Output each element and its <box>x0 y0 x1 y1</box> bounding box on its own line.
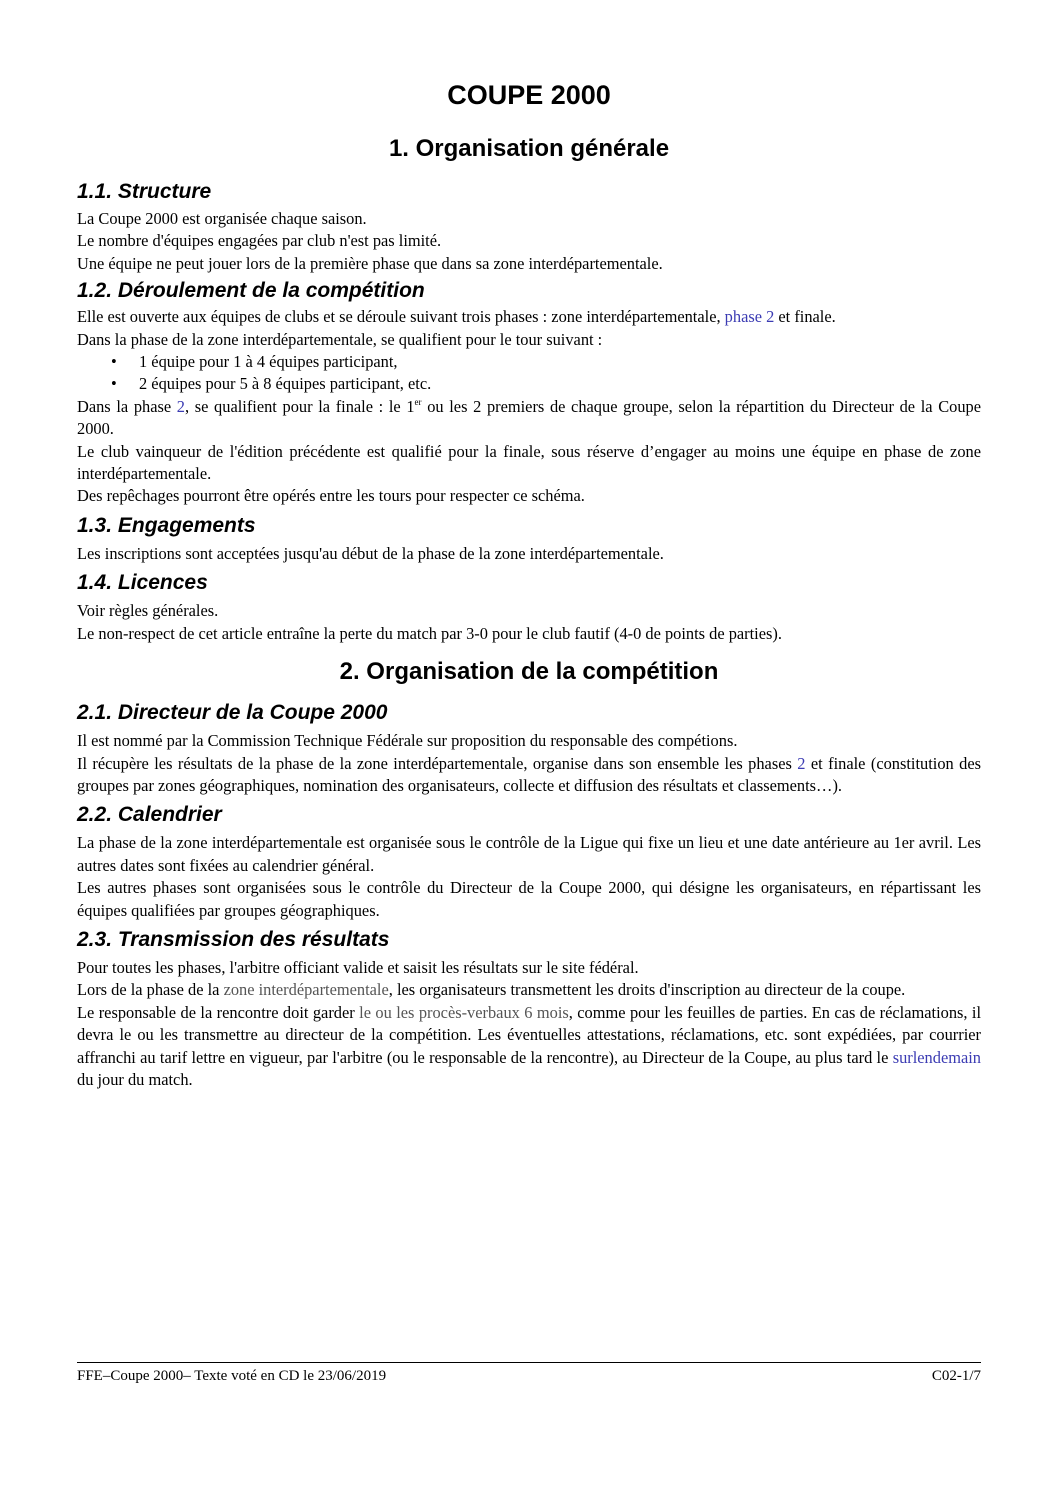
paragraph: Pour toutes les phases, l'arbitre officiant valide et saisit les résultats sur le site fédéral. <box>77 957 639 977</box>
highlighted-text: le ou les procès-verbaux 6 mois <box>359 1002 569 1022</box>
paragraph: Voir règles générales. <box>77 601 219 621</box>
text-run: et finale (constitution des groupes par zones géographiques, nomination des organisateurs, collecte et diffusion des résultats et classements…). <box>77 753 981 795</box>
link-surlendemain[interactable]: surlendemain <box>892 1047 981 1067</box>
text-run: Elle est ouverte aux équipes de clubs et se déroule suivant trois phases : zone interdépartementale, <box>77 307 725 327</box>
subsection-heading-1-2: 1.2. Déroulement de la compétition <box>77 279 425 303</box>
superscript: er <box>414 396 422 407</box>
text-run: ou les 2 premiers de chaque groupe, selon la répartition du Directeur de la Coupe 2000. <box>77 396 982 439</box>
paragraph <box>77 1002 981 1092</box>
text-run: Le responsable de la rencontre doit garder <box>77 1002 360 1022</box>
list-item-text: 1 équipe pour 1 à 4 équipes participant, <box>139 352 398 372</box>
subsection-heading-2-2: 2.2. Calendrier <box>77 803 222 827</box>
paragraph <box>77 306 981 328</box>
paragraph: Les autres phases sont organisées sous le contrôle du Directeur de la Coupe 2000, qui désigne les organisateurs, en répartissant les équipes qualifiées par groupes géographiques. <box>77 878 981 920</box>
bullet-list <box>77 351 981 396</box>
bullet-icon: • <box>111 352 117 372</box>
footer-left: FFE–Coupe 2000– Texte voté en CD le 23/06/2019 <box>77 1368 387 1384</box>
paragraph: Il est nommé par la Commission Technique Fédérale sur proposition du responsable des compétions. <box>77 731 738 751</box>
subsection-heading-1-4: 1.4. Licences <box>77 571 208 595</box>
paragraph <box>77 753 981 798</box>
text-run: Lors de la phase de la <box>77 980 224 1000</box>
link-phase-2[interactable]: 2 <box>797 753 806 773</box>
paragraph <box>77 979 981 1001</box>
subsection-heading-1-3: 1.3. Engagements <box>77 513 256 537</box>
text-run: , comme pour les feuilles de parties. En cas de réclamations, il devra le ou les transmettre au directeur de la compétition. Les éventuelles attestations, réclamations, etc. sont expédiées, par courrier affranchi au tarif lettre en vigueur, par l'arbitre (ou le responsable de la rencontre), au Directeur de la Coupe, au plus tard le <box>77 1002 982 1067</box>
text-run: , se qualifient pour la finale : le 1 <box>185 396 415 416</box>
paragraph: Les inscriptions sont acceptées jusqu'au début de la phase de la zone interdépartementale. <box>77 543 664 563</box>
highlighted-text: zone interdépartementale <box>223 980 389 1000</box>
paragraph: Le nombre d'équipes engagées par club n'est pas limité. <box>77 231 442 251</box>
text-run: et finale. <box>774 307 836 327</box>
subsection-heading-1-1: 1.1. Structure <box>77 180 212 203</box>
paragraph: Dans la phase de la zone interdépartementale, se qualifient pour le tour suivant : <box>77 329 603 349</box>
subsection-heading-2-1: 2.1. Directeur de la Coupe 2000 <box>77 701 388 725</box>
document-body <box>77 78 981 1091</box>
paragraph: Des repêchages pourront être opérés entre les tours pour respecter ce schéma. <box>77 486 585 506</box>
list-item <box>77 351 981 373</box>
list-item <box>77 373 981 395</box>
paragraph: Le non-respect de cet article entraîne la perte du match par 3-0 pour le club fautif (4-0 de points de parties). <box>77 623 782 643</box>
paragraph: La phase de la zone interdépartementale est organisée sous le contrôle de la Ligue qui fixe un lieu et une date antérieure au 1er avril. Les autres dates sont fixées au calendrier général. <box>77 833 981 875</box>
link-phase-2[interactable]: 2 <box>176 396 185 416</box>
text-run: Dans la phase <box>77 396 177 416</box>
paragraph: La Coupe 2000 est organisée chaque saison. <box>77 209 367 228</box>
section-heading-2: 2. Organisation de la compétition <box>339 658 719 686</box>
paragraph <box>77 396 981 441</box>
text-run: Il récupère les résultats de la phase de la zone interdépartementale, organise dans son ensemble les phases <box>77 753 798 773</box>
document-title: COUPE 2000 <box>447 80 611 110</box>
paragraph: Le club vainqueur de l'édition précédente est qualifié pour la finale, sous réserve d’engager au moins une équipe en phase de zone interdépartementale. <box>77 441 981 484</box>
subsection-heading-2-3: 2.3. Transmission des résultats <box>77 927 390 951</box>
text-run: du jour du match. <box>77 1069 193 1089</box>
list-item-text: 2 équipes pour 5 à 8 équipes participant, etc. <box>139 374 432 394</box>
paragraph: Une équipe ne peut jouer lors de la première phase que dans sa zone interdépartementale. <box>77 253 663 273</box>
bullet-icon: • <box>111 374 117 394</box>
page-footer <box>77 1362 981 1385</box>
page-number: C02-1/7 <box>931 1368 981 1384</box>
link-phase-2[interactable]: phase 2 <box>724 307 775 327</box>
section-heading-1: 1. Organisation générale <box>388 135 670 162</box>
text-run: , les organisateurs transmettent les droits d'inscription au directeur de la coupe. <box>388 980 906 1000</box>
